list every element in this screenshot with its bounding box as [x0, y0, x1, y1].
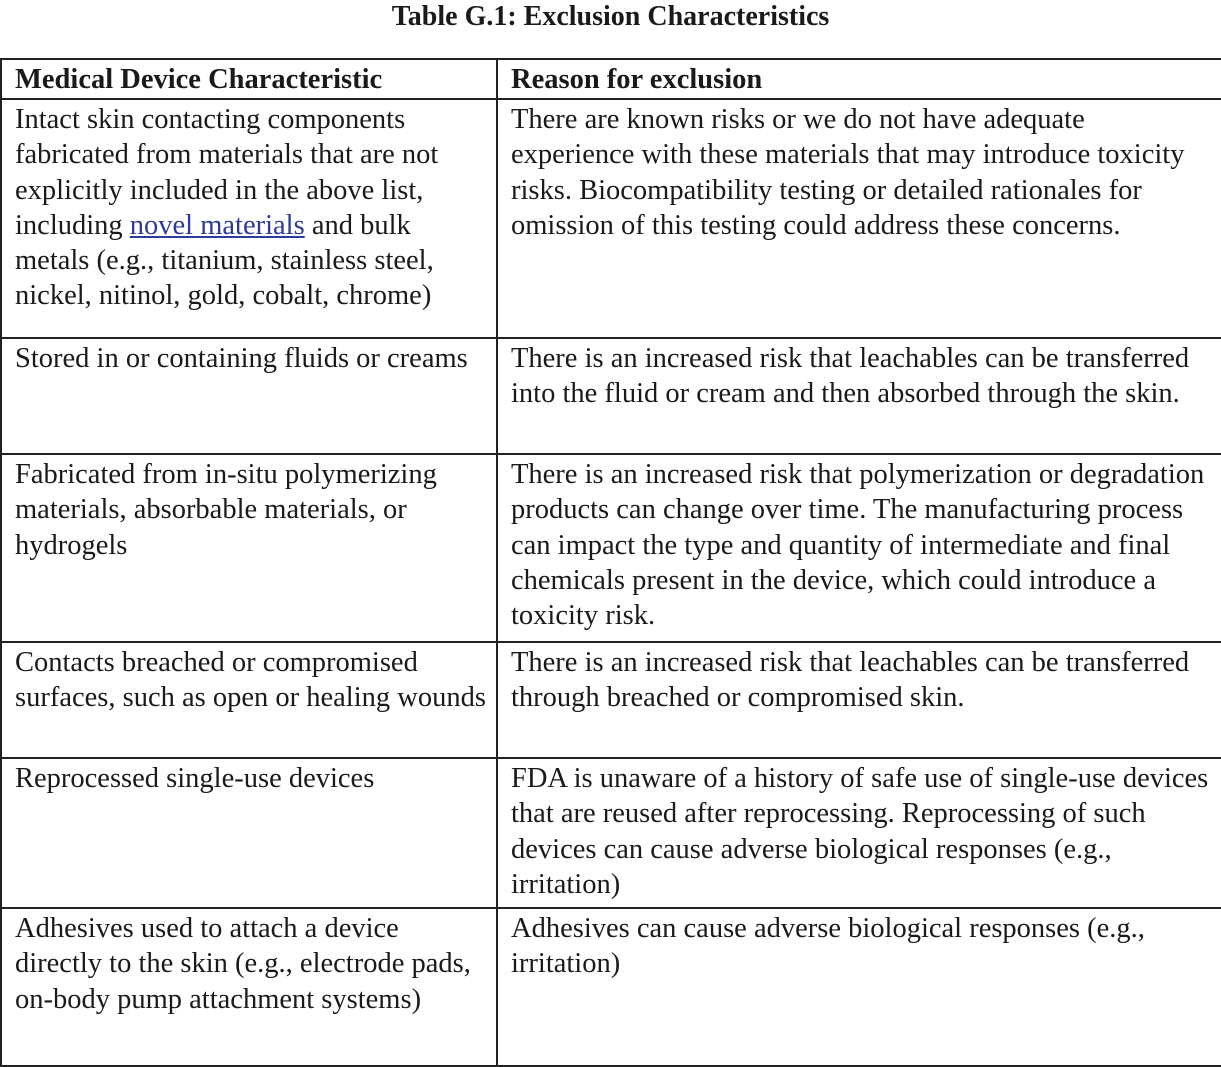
header-characteristic: Medical Device Characteristic [1, 59, 497, 99]
characteristic-cell: Adhesives used to attach a device directly to the skin (e.g., electrode pads, on-body pump attachment systems) [1, 908, 497, 1066]
novel-materials-link[interactable]: novel materials [129, 209, 305, 241]
table-row [1, 99, 1221, 338]
characteristic-cell [1, 99, 497, 338]
table-header-row [1, 59, 1221, 99]
exclusion-table [0, 58, 1221, 1067]
reason-cell: FDA is unaware of a history of safe use of single-use devices that are reused after reprocessing. Reprocessing of such devices can cause adverse biological responses (e.g., irritation) [497, 758, 1221, 908]
characteristic-text: and bulk metals (e.g., titanium, stainless steel, nickel, nitinol, gold, cobalt, chrome) [15, 209, 434, 312]
characteristic-cell: Contacts breached or compromised surfaces, such as open or healing wounds [1, 642, 497, 758]
header-reason: Reason for exclusion [497, 59, 1221, 99]
reason-cell: There is an increased risk that leachables can be transferred through breached or compromised skin. [497, 642, 1221, 758]
table-row [1, 908, 1221, 1066]
reason-cell: There is an increased risk that leachables can be transferred into the fluid or cream and then absorbed through the skin. [497, 338, 1221, 454]
reason-cell: There is an increased risk that polymerization or degradation products can change over time. The manufacturing process can impact the type and quantity of intermediate and final chemicals present in the device, which could introduce a toxicity risk. [497, 454, 1221, 642]
table-row [1, 454, 1221, 642]
characteristic-cell: Stored in or containing fluids or creams [1, 338, 497, 454]
table-row [1, 338, 1221, 454]
reason-cell: Adhesives can cause adverse biological responses (e.g., irritation) [497, 908, 1221, 1066]
characteristic-cell: Fabricated from in-situ polymerizing materials, absorbable materials, or hydrogels [1, 454, 497, 642]
table-row [1, 642, 1221, 758]
characteristic-text: Intact skin contacting components fabricated from materials that are not explicitly included in the above list, including [15, 104, 439, 241]
table-title: Table G.1: Exclusion Characteristics [391, 1, 830, 32]
table-row [1, 758, 1221, 908]
characteristic-cell: Reprocessed single-use devices [1, 758, 497, 908]
reason-cell: There are known risks or we do not have adequate experience with these materials that may introduce toxicity risks. Biocompatibility testing or detailed rationales for omission of this testing could address these concerns. [497, 99, 1221, 338]
